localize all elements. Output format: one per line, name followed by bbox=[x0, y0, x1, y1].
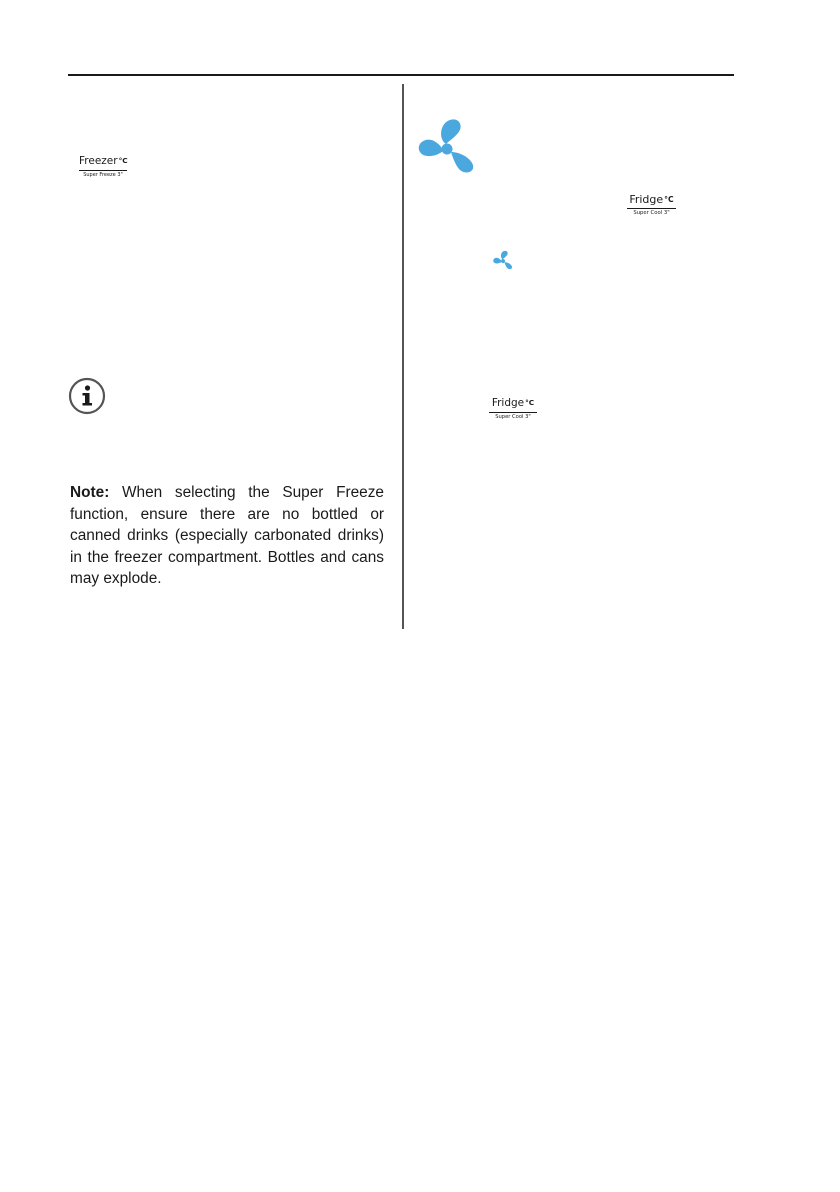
fridge-button-divider bbox=[627, 208, 676, 209]
note-paragraph bbox=[70, 482, 384, 590]
freezer-button-divider bbox=[79, 170, 127, 171]
fan-icon bbox=[418, 117, 476, 175]
fan-icon-small bbox=[493, 250, 513, 270]
note-text: When selecting the Super Freeze function, ensure there are no bottled or canned drinks (especially carbonated drinks) in the freezer compartment. Bottles and cans may explode. bbox=[70, 484, 384, 588]
fridge-button-graphic-top bbox=[627, 194, 676, 216]
fridge-button-graphic-bottom bbox=[489, 398, 537, 420]
note-prefix: Note: bbox=[70, 484, 110, 502]
header-rule bbox=[68, 74, 734, 76]
freezer-button-graphic bbox=[79, 156, 127, 178]
fridge-button-label: Fridge°C bbox=[491, 397, 535, 409]
fridge-button-label: Fridge°C bbox=[629, 193, 674, 206]
fridge-button-divider bbox=[489, 412, 537, 413]
fridge-button-sub-label: Super Cool 3" bbox=[495, 413, 531, 420]
freezer-button-sub-label: Super Freeze 3" bbox=[83, 171, 123, 178]
column-divider bbox=[402, 84, 404, 629]
freezer-button-label: Freezer°C bbox=[79, 155, 128, 167]
fridge-button-sub-label: Super Cool 3" bbox=[633, 210, 670, 216]
info-icon bbox=[68, 377, 106, 415]
